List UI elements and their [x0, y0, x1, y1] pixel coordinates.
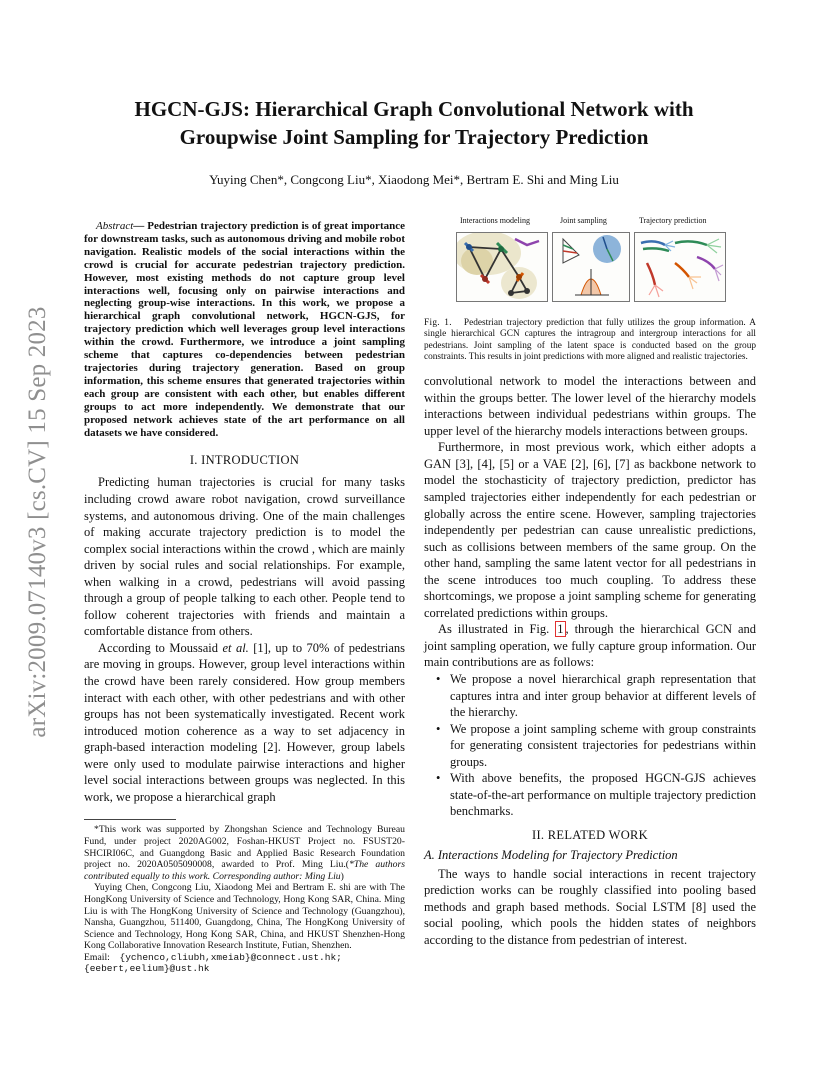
- funding-text: *This work was supported by Zhongshan Science and Technology Bureau Fund, under project 2020AG002, Foshan-HKUST Project no. FSUST20-SHCIRI06C, and Guangdong Basic and Applied Basic Research Foundation project no. 2020A0505090008, awarded to Prof. Ming Liu.(: [84, 824, 405, 871]
- intro-p2-etal: et al.: [222, 640, 249, 655]
- title-line-2: Groupwise Joint Sampling for Trajectory Prediction: [179, 125, 649, 149]
- title-line-1: HGCN-GJS: Hierarchical Graph Convolutional Network with: [134, 97, 694, 121]
- trajectory-prediction-illustration: [635, 233, 725, 301]
- figure-1: [424, 214, 756, 306]
- intro-p2-rest: [1], up to 70% of pedestrians are moving in groups. However, group level interactions within the crowd have been rarely considered. How group members interact with each other, with other pedestrians and with other groups has not been systematically investigated. Recent work introduced motion coherence as a way to set adjacency in graph-based interaction modeling [2]. However, group labels were only used to modulate pairwise interactions and higher level social interactions between groups was neglected. In this work, we propose a hierarchical graph: [84, 640, 405, 804]
- contribution-text: We propose a novel hierarchical graph representation that captures intra and inter group behavior at different levels of the hierarchy.: [450, 672, 756, 720]
- left-column: [84, 220, 405, 975]
- joint-sampling-panel: [552, 232, 630, 302]
- figure-label-sampling: Joint sampling: [560, 216, 607, 225]
- intro-paragraph-continued: convolutional network to model the interactions between and within the groups better. The lower level of the hierarchy models interactions between individual pedestrians within groups. The upper level of the hierarchy models interactions between groups.: [424, 374, 756, 438]
- author-list: Yuying Chen*, Congcong Liu*, Xiaodong Mei*, Bertram E. Shi and Ming Liu: [209, 172, 619, 187]
- affiliation-footnote: Yuying Chen, Congcong Liu, Xiaodong Mei and Bertram E. shi are with The HongKong University of Science and Technology, Hong Kong SAR, China. Ming Liu is with The HongKong University of Science and Technology (Guangzhou), Nansha, Guangzhou, 511400, Guangdong, China, The HongKong University of Science and Technology, Hong Kong SAR, China, and HKUST Shenzhen-Hong Kong Collaborative Innovation Research Institute, Futian, Shenzhen.: [84, 882, 405, 952]
- figure-1-reference-link[interactable]: 1: [557, 622, 564, 637]
- arxiv-stamp-text: arXiv:2009.07140v3 [cs.CV] 15 Sep 2023: [24, 306, 51, 738]
- intro-paragraph-1: Predicting human trajectories is crucial for many tasks including crowd aware robot navigation, crowd surveillance systems, and autonomous driving. One of the main challenges of making accurate trajectory prediction is to model the complex social interactions within the crowd , which are mainly driven by social rules and social relationships. For example, when walking in a crowd, pedestrians will avoid passing through a group of people talking to each other. People tend to follow coherent trajectories with friends and maintain a comfortable distance from others.: [84, 475, 405, 639]
- contribution-text: We propose a joint sampling scheme with group constraints for generating consistent trajectories for pedestrians within groups.: [450, 721, 756, 769]
- bullet-icon: •: [436, 771, 441, 786]
- abstract: [84, 220, 405, 439]
- equal-contribution-note: *The authors contributed equally to this work. Corresponding author: Ming Liu: [84, 859, 405, 882]
- intro-heading: I. INTRODUCTION: [189, 453, 300, 468]
- abstract-text: — Pedestrian trajectory prediction is of great importance for downstream tasks, such as autonomous driving and mobile robot navigation. Realistic models of the social interactions within the crowd is crucial for accurate pedestrian trajectory prediction. However, most existing methods do not capture group level interactions well, focusing only on pairwise interactions and neglecting group-wise interactions. In this work, we propose a hierarchical graph convolutional network, HGCN-GJS, for trajectory prediction which well leverages group level interactions within the crowd. Furthermore, we introduce a joint sampling scheme that captures co-dependencies between pedestrian trajectories during trajectory generation. Based on group information, this scheme ensures that generated trajectories within each group are consistent with each other, but enables different groups to act more independently. We demonstrate that our proposed network achieves state of the art performance on all datasets we have considered.: [84, 220, 405, 439]
- email-line-2: {eebert,eelium}@ust.hk: [84, 963, 210, 975]
- intro-paragraph-furthermore: Furthermore, in most previous work, which either adopts a GAN [3], [4], [5] or a VAE [2], [6], [7] as backbone network to model the stochasticity of trajectory prediction, predictor has sampled trajectories either independently for each pedestrian or globally across the entire scene. However, sampling trajectories independently per pedestrian can cause unrealistic predictions, such as collisions between members of the same group. On the other hand, sampling the same latent vector for all pedestrians in the scene introduces too much coupling. To address these shortcomings, we propose a joint sampling scheme for generating correlated predictions within groups.: [424, 440, 756, 620]
- funding-footnote: [84, 824, 405, 882]
- footnote-divider: [84, 819, 176, 820]
- funding-close: ): [340, 870, 344, 882]
- related-work-paragraph: The ways to handle social interactions in recent trajectory prediction works can be roughly classified into pooling based methods and graph based methods. Social LSTM [8] used the social pooling, which pools the hidden states of neighbors according to the distance from pedestrian of interest.: [424, 866, 756, 947]
- list-item: [424, 770, 756, 820]
- right-column: [424, 214, 756, 948]
- caption-number: Fig. 1.: [424, 318, 452, 328]
- related-work-heading: II. RELATED WORK: [531, 827, 648, 842]
- illustrated-rest: , through the hierarchical GCN and joint sampling operation, we fully capture group information. Our main contributions are as follows:: [424, 622, 756, 670]
- intro-p2-start: According to Moussaid: [98, 640, 223, 655]
- right-body: [424, 373, 756, 948]
- bullet-icon: •: [436, 721, 441, 736]
- figure-label-interactions: Interactions modeling: [460, 216, 530, 225]
- figure-label-prediction: Trajectory prediction: [639, 216, 707, 225]
- figure-1-caption: [424, 318, 756, 363]
- interactions-graph-illustration: [457, 233, 547, 301]
- bullet-icon: •: [436, 672, 441, 687]
- intro-paragraph-illustrated: [424, 621, 756, 671]
- email-label: Email:: [84, 951, 110, 963]
- list-item: [424, 671, 756, 721]
- paper-title: [60, 95, 768, 151]
- contributions-list: [424, 671, 756, 820]
- intro-paragraph-2: [84, 640, 405, 805]
- caption-text: Pedestrian trajectory prediction that fully utilizes the group information. A single hierarchical GCN captures the intragroup and intergroup interactions for all pedestrians. Joint sampling of the latent space is conducted based on the group constraints. This results in joint predictions with more aligned and realistic trajectories.: [424, 318, 756, 362]
- contribution-text: With above benefits, the proposed HGCN-GJS achieves state-of-the-art performance on multiple trajectory prediction benchmarks.: [450, 771, 756, 819]
- illustrated-start: As illustrated in Fig.: [438, 622, 556, 637]
- list-item: [424, 721, 756, 771]
- interactions-panel: [456, 232, 548, 302]
- related-work-subsection: A. Interactions Modeling for Trajectory Prediction: [424, 847, 678, 862]
- abstract-label: Abstract: [96, 220, 134, 232]
- trajectory-prediction-panel: [634, 232, 726, 302]
- email-line-1: {ychenco,cliubh,xmeiab}@connect.ust.hk;: [119, 951, 342, 963]
- joint-sampling-illustration: [553, 233, 629, 301]
- email-footnote: [84, 952, 405, 975]
